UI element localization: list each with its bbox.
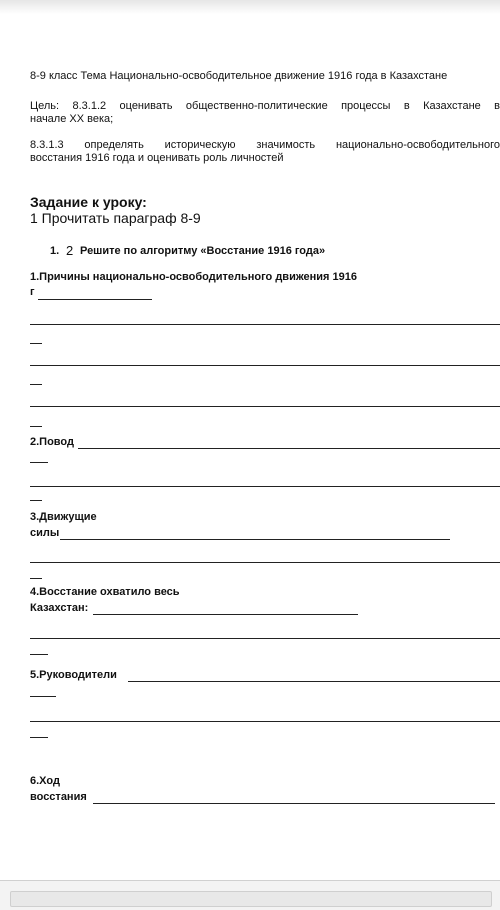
answer-line: [128, 681, 500, 682]
answer-line: [30, 462, 48, 463]
answer-line: [30, 324, 500, 325]
question-1-line-2: г: [30, 286, 35, 298]
answer-line: [30, 737, 48, 738]
answer-line: [30, 721, 500, 722]
answer-line: [30, 696, 56, 697]
horizontal-scrollbar[interactable]: [10, 891, 492, 907]
answer-line: [30, 343, 42, 344]
question-3-line-2: силы: [30, 527, 60, 539]
viewer-bottom-bar: [0, 880, 500, 910]
answer-line: [78, 448, 500, 449]
answer-line: [93, 803, 495, 804]
goal-line-2: начале XX века;: [30, 113, 114, 125]
answer-line: [38, 299, 152, 300]
answer-line: [30, 406, 500, 407]
question-4-line-1: 4.Восстание охватило весь: [30, 586, 180, 598]
answer-line: [93, 614, 358, 615]
goal-line-1: Цель: 8.3.1.2 оценивать общественно-политические процессы в Казахстане в: [30, 100, 500, 112]
task-heading: Задание к уроку:: [30, 194, 147, 210]
task-item-number: 2: [66, 243, 74, 258]
answer-line: [30, 486, 500, 487]
answer-line: [30, 638, 500, 639]
lesson-topic: 8-9 класс Тема Национально-освободительное движение 1916 года в Казахстане: [30, 70, 448, 82]
answer-line: [30, 578, 42, 579]
task-list-number: 1.: [50, 245, 60, 257]
question-3-line-1: 3.Движущие: [30, 511, 97, 523]
objective-line-2: восстания 1916 года и оценивать роль личностей: [30, 152, 284, 164]
objective-line-1: 8.3.1.3 определять историческую значимость национально-освободительного: [30, 139, 500, 151]
answer-line: [30, 384, 42, 385]
answer-line: [30, 365, 500, 366]
question-5: 5.Руководители: [30, 669, 117, 681]
answer-line: [30, 654, 48, 655]
task-item-solve: Решите по алгоритму «Восстание 1916 года»: [80, 245, 326, 257]
page-top-shadow: [0, 0, 500, 14]
answer-line: [30, 500, 42, 501]
answer-line: [30, 426, 42, 427]
answer-line: [30, 562, 500, 563]
question-2: 2.Повод: [30, 436, 74, 448]
question-1-line-1: 1.Причины национально-освободительного движения 1916: [30, 271, 357, 283]
task-item-read: 1 Прочитать параграф 8-9: [30, 210, 201, 226]
question-6-line-1: 6.Ход: [30, 775, 60, 787]
answer-line: [60, 539, 450, 540]
question-4-line-2: Казахстан:: [30, 602, 89, 614]
question-6-line-2: восстания: [30, 791, 87, 803]
